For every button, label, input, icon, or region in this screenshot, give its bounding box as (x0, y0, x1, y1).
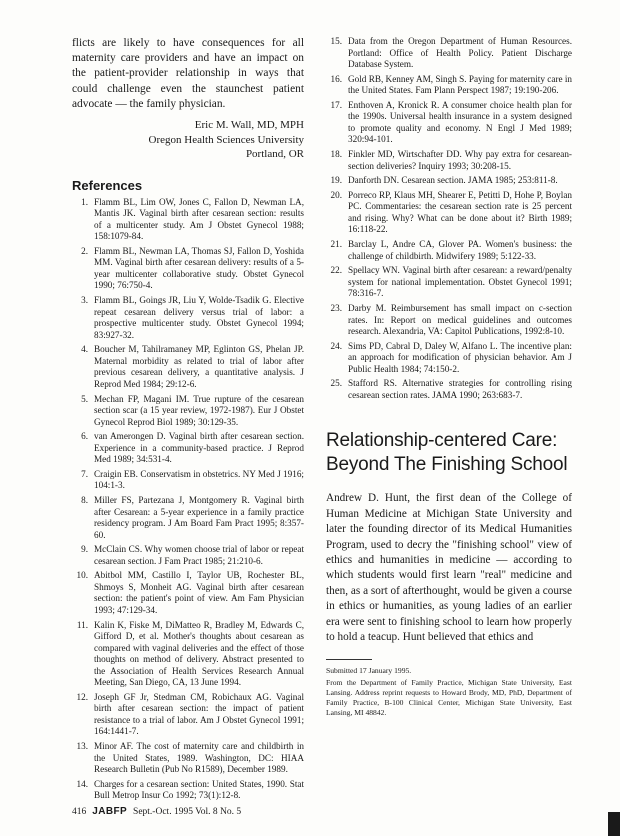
reference-number: 9. (81, 544, 88, 555)
reference-text: McClain CS. Why women choose trial of labor or repeat cesarean section. J Fam Pract 1985; 21:210-6. (94, 544, 304, 566)
reference-item (326, 74, 572, 97)
article-title-line-1: Relationship-centered Care: (326, 430, 558, 452)
reference-number: 18. (330, 149, 342, 160)
references-heading: References (72, 177, 143, 193)
reference-number: 11. (76, 619, 88, 630)
reference-list-left (72, 197, 304, 802)
reference-number: 10. (76, 570, 88, 581)
issue-info: Sept.-Oct. 1995 Vol. 8 No. 5 (133, 807, 242, 817)
reference-number: 1. (81, 196, 88, 207)
reference-text: Minor AF. The cost of maternity care and childbirth in the United States, 1989. Washington, DC: HIAA Research Bulletin (Pub No R1589), December 1989. (94, 741, 304, 775)
reference-number: 12. (76, 691, 88, 702)
reference-item (326, 36, 572, 71)
reference-number: 22. (330, 265, 342, 276)
reference-item (326, 378, 572, 401)
reference-item (72, 495, 304, 541)
reference-number: 13. (76, 741, 88, 752)
reference-text: Data from the Oregon Department of Human Resources. Portland: Office of Health Policy. Patient Discharge Database System. (348, 36, 572, 69)
reference-number: 3. (81, 295, 88, 306)
page-number: 416 (72, 807, 87, 817)
footnote-affiliation: From the Department of Family Practice, Michigan State University, East Lansing. Address reprint requests to Howard Brody, MD, PhD, Department of Family Practice, B-100 Clinical Center, Michigan State University, East Lansing, MI 48842. (326, 678, 572, 717)
reference-item (72, 469, 304, 492)
reference-number: 16. (330, 73, 342, 84)
reference-number: 17. (330, 99, 342, 110)
reference-number: 7. (81, 468, 88, 479)
reference-text: Darby M. Reimbursement has small impact on c-section rates. In: Report on medical guidelines and outcomes research. Alexandria, VA: Capitol Publications, 1992:8-10. (348, 303, 572, 336)
reference-item (326, 265, 572, 300)
reference-text: Stafford RS. Alternative strategies for controlling rising cesarean section rates. JAMA 1990; 263:683-7. (348, 378, 572, 400)
reference-text: Kalin K, Fiske M, DiMatteo R, Bradley M, Edwards C, Gifford D, et al. Mother's thoughts about cesarean as compared with vaginal deliveries and the effect of those thoughts on method of delivery. Abstract presented to the Association of Health Services Research Annual Meeting, San Diego, CA, 13 June 1994. (94, 619, 304, 688)
reference-text: Danforth DN. Cesarean section. JAMA 1985; 253:811-8. (348, 175, 558, 186)
reference-item (326, 149, 572, 172)
reference-item (326, 190, 572, 236)
reference-item (72, 544, 304, 567)
left-column (72, 36, 304, 805)
reference-item (326, 303, 572, 338)
reference-number: 14. (76, 778, 88, 789)
footnote-divider (326, 659, 372, 660)
reference-text: Finkler MD, Wirtschafter DD. Why pay extra for cesarean-section deliveries? Inquiry 1993; 30:208-15. (348, 149, 572, 171)
reference-number: 6. (81, 431, 88, 442)
reference-text: Boucher M, Tahilramaney MP, Eglinton GS, Phelan JP. Maternal morbidity as related to trial of labor after previous cesarean delivery, a quantitative analysis. J Reprod Med 1984; 29:12-6. (94, 344, 304, 389)
article-title-line-2: Beyond The Finishing School (326, 454, 568, 476)
page-footer (72, 806, 241, 817)
reference-item (72, 246, 304, 292)
footnote-submitted: Submitted 17 January 1995. (326, 666, 412, 676)
reference-text: Flamm BL, Goings JR, Liu Y, Wolde-Tsadik G. Elective repeat cesarean delivery versus trial of labor: a prospective multicenter study. Obstet Gynecol 1994; 83:927-32. (94, 295, 304, 340)
reference-item (326, 100, 572, 146)
reference-item (72, 779, 304, 802)
reference-item (72, 692, 304, 738)
reference-item (72, 570, 304, 616)
reference-item (72, 431, 304, 466)
reference-item (72, 620, 304, 689)
reference-number: 8. (81, 495, 88, 506)
reference-number: 20. (330, 189, 342, 200)
reference-text: Barclay L, Andre CA, Glover PA. Women's business: the challenge of childbirth. Midwifery 1989; 5:122-33. (348, 239, 572, 261)
reference-list-right (326, 36, 572, 401)
reference-text: Spellacy WN. Vaginal birth after cesarean: a reward/penalty system for national implementation. Obstet Gynecol 1991; 78:316-7. (348, 265, 572, 299)
reference-text: Mechan FP, Magani IM. True rupture of the cesarean section scar (a 15 year review, 1972-1987). Eur J Obstet Gynecol Reprod Biol 1989; 30:129-35. (94, 393, 304, 427)
reference-text: Miller FS, Partezana J, Montgomery R. Vaginal birth after Cesarean: a 5-year experience in a family practice residency program. J Am Board Fam Pract 1995; 8:357-60. (94, 495, 304, 540)
author-name: Eric M. Wall, MD, MPH (194, 119, 304, 132)
article-body-paragraph: Andrew D. Hunt, the first dean of the College of Human Medicine at Michigan State University and later the founding director of its Medical Humanities Program, used to decry the "finishing school" view of ethics and humanities in medicine — according to which students would first learn "real" medicine and then, as a sort of afterthought, would be given a course in ethics or humanities, as young ladies of an earlier era were sent to finishing school to learn how properly to hold a teacup. Hunt believed that ethics and (326, 492, 572, 644)
reference-number: 23. (330, 303, 342, 313)
reference-item (72, 344, 304, 390)
reference-number: 21. (330, 239, 342, 250)
author-affiliation: Oregon Health Sciences University (148, 133, 304, 146)
reference-item (326, 341, 572, 376)
right-column (326, 36, 572, 719)
author-city: Portland, OR (245, 148, 304, 161)
reference-number: 25. (330, 378, 342, 389)
reference-text: Joseph GF Jr, Stedman CM, Robichaux AG. Vaginal birth after cesarean section: the impact of patient resistance to a trial of labor. Am J Obstet Gynecol 1991; 164:1441-7. (94, 691, 304, 737)
reference-number: 5. (81, 393, 88, 404)
reference-item (72, 197, 304, 243)
reference-number: 15. (330, 36, 342, 46)
reference-text: Charges for a cesarean section: United States, 1990. Stat Bull Metrop Insur Co 1992; 73(1):12-8. (94, 778, 304, 801)
reference-text: Gold RB, Kenney AM, Singh S. Paying for maternity care in the United States. Fam Plann Perspect 1987; 19:190-206. (348, 73, 572, 96)
letter-closing-paragraph: flicts are likely to have consequences for all maternity care providers and have an impact on the patient-provider relationship in ways that could challenge even the staunchest patient advocate — the family physician. (72, 37, 304, 110)
reference-number: 2. (81, 245, 88, 256)
letter-signature (72, 118, 304, 162)
article-title (326, 429, 572, 477)
reference-text: Flamm BL, Lim OW, Jones C, Fallon D, Newman LA, Mantis JK. Vaginal birth after cesarean section: results of a multicenter study. Am J Obstet Gynecol 1988; 158:1079-84. (94, 196, 304, 242)
reference-item (72, 295, 304, 341)
reference-text: Flamm BL, Newman LA, Thomas SJ, Fallon D, Yoshida MM. Vaginal birth after cesarean delivery: results of a 5-year multicenter collaborative study. Obstet Gynecol 1990; 76:750-4. (94, 245, 304, 291)
reference-text: Enthoven A, Kronick R. A consumer choice health plan for the 1990s. Universal health insurance in a system designed to promote quality and economy. N Engl J Med 1989; 320:94-101. (348, 99, 572, 145)
journal-name: JABFP (92, 806, 128, 817)
reference-item (326, 175, 572, 187)
reference-item (326, 239, 572, 262)
reference-item (72, 394, 304, 429)
reference-text: Porreco RP, Klaus MH, Shearer E, Petitti D, Hohe P, Boylan PC. Commentaries: the cesarean section rate is 25 percent and rising. Why? What can be done about it? Birth 1989; 16:118-22. (348, 189, 572, 235)
reference-item (72, 741, 304, 776)
reference-number: 24. (330, 340, 342, 351)
reference-text: Abitbol MM, Castillo I, Taylor UB, Rochester BL, Shmoys S, Monheit AG. Vaginal birth after cesarean section: the patient's point of view. Am Fam Physician 1993; 47:129-34. (94, 570, 304, 615)
reference-text: van Amerongen D. Vaginal birth after cesarean section. Experience in a community-based practice. J Reprod Med 1989; 34:531-4. (94, 431, 304, 465)
page-edge-mark (608, 812, 620, 836)
reference-text: Craigin EB. Conservatism in obstetrics. NY Med J 1916; 104:1-3. (94, 468, 304, 491)
reference-text: Sims PD, Cabral D, Daley W, Alfano L. The incentive plan: an approach for modification of physician behavior. Am J Public Health 1984; 74:150-2. (348, 340, 572, 374)
reference-number: 4. (81, 344, 88, 355)
reference-number: 19. (330, 175, 342, 186)
